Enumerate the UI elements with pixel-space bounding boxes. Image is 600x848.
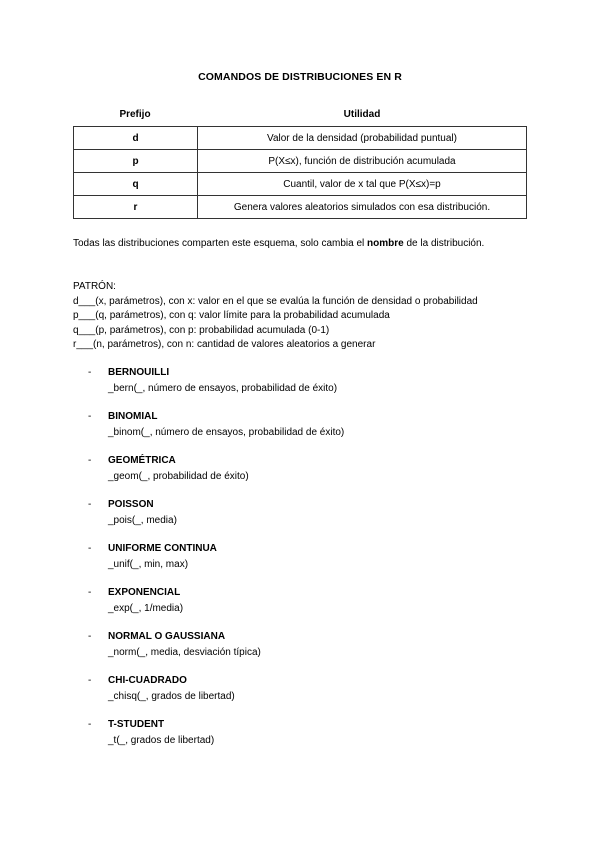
pattern-line-d: d___(x, parámetros), con x: valor en el que se evalúa la función de densidad o probabilidad [73, 295, 478, 307]
pattern-heading: PATRÓN: [73, 281, 116, 292]
table-header-prefix: Prefijo [119, 109, 151, 120]
table-row [74, 127, 527, 150]
prefix-table [73, 126, 527, 219]
distribution-name: CHI-CUADRADO [108, 675, 187, 686]
prefix-cell: r [74, 196, 198, 219]
bullet-dash: - [88, 631, 92, 642]
intro-text: Todas las distribuciones comparten este esquema, solo cambia el [73, 238, 368, 249]
table-header-utility: Utilidad [343, 109, 381, 120]
distribution-command: _geom(_, probabilidad de éxito) [108, 471, 249, 482]
table-row [74, 173, 527, 196]
utility-cell: Genera valores aleatorios simulados con esa distribución. [198, 196, 527, 219]
distribution-name: POISSON [108, 499, 154, 510]
bullet-dash: - [88, 499, 92, 510]
distribution-command: _binom(_, número de ensayos, probabilidad de éxito) [108, 427, 345, 438]
bullet-dash: - [88, 367, 92, 378]
intro-text-end: de la distribución. [403, 238, 485, 249]
intro-bold-word: nombre [367, 238, 404, 249]
table-row [74, 196, 527, 219]
bullet-dash: - [88, 587, 92, 598]
distribution-command: _exp(_, 1/media) [108, 603, 184, 614]
table-row [74, 150, 527, 173]
pattern-line-q: q___(p, parámetros), con p: probabilidad acumulada (0-1) [73, 324, 330, 336]
bullet-dash: - [88, 719, 92, 730]
prefix-cell: q [74, 173, 198, 196]
distribution-name: BERNOUILLI [108, 367, 170, 378]
distribution-name: UNIFORME CONTINUA [108, 543, 217, 554]
bullet-dash: - [88, 411, 92, 422]
intro-paragraph [73, 236, 533, 251]
page-title: COMANDOS DE DISTRIBUCIONES EN R [198, 71, 402, 83]
distribution-name: GEOMÉTRICA [108, 455, 176, 466]
distribution-name: BINOMIAL [108, 411, 158, 422]
prefix-cell: d [74, 127, 198, 150]
pattern-block [73, 280, 478, 353]
distribution-command: _pois(_, media) [108, 515, 177, 526]
bullet-dash: - [88, 543, 92, 554]
pattern-line-r: r___(n, parámetros), con n: cantidad de valores aleatorios a generar [73, 339, 376, 351]
distribution-command: _chisq(_, grados de libertad) [108, 691, 235, 702]
utility-cell: Cuantil, valor de x tal que P(X≤x)=p [198, 173, 527, 196]
distribution-command: _t(_, grados de libertad) [108, 735, 215, 746]
distribution-name: EXPONENCIAL [108, 587, 181, 598]
distribution-command: _bern(_, número de ensayos, probabilidad de éxito) [108, 383, 338, 394]
bullet-dash: - [88, 675, 92, 686]
bullet-dash: - [88, 455, 92, 466]
prefix-cell: p [74, 150, 198, 173]
distribution-command: _norm(_, media, desviación típica) [108, 647, 261, 658]
pattern-line-p: p___(q, parámetros), con q: valor límite para la probabilidad acumulada [73, 310, 390, 322]
distribution-name: T-STUDENT [108, 719, 165, 730]
distribution-name: NORMAL O GAUSSIANA [108, 631, 226, 642]
utility-cell: Valor de la densidad (probabilidad puntual) [198, 127, 527, 150]
distribution-command: _unif(_, min, max) [108, 559, 189, 570]
utility-cell: P(X≤x), función de distribución acumulada [198, 150, 527, 173]
